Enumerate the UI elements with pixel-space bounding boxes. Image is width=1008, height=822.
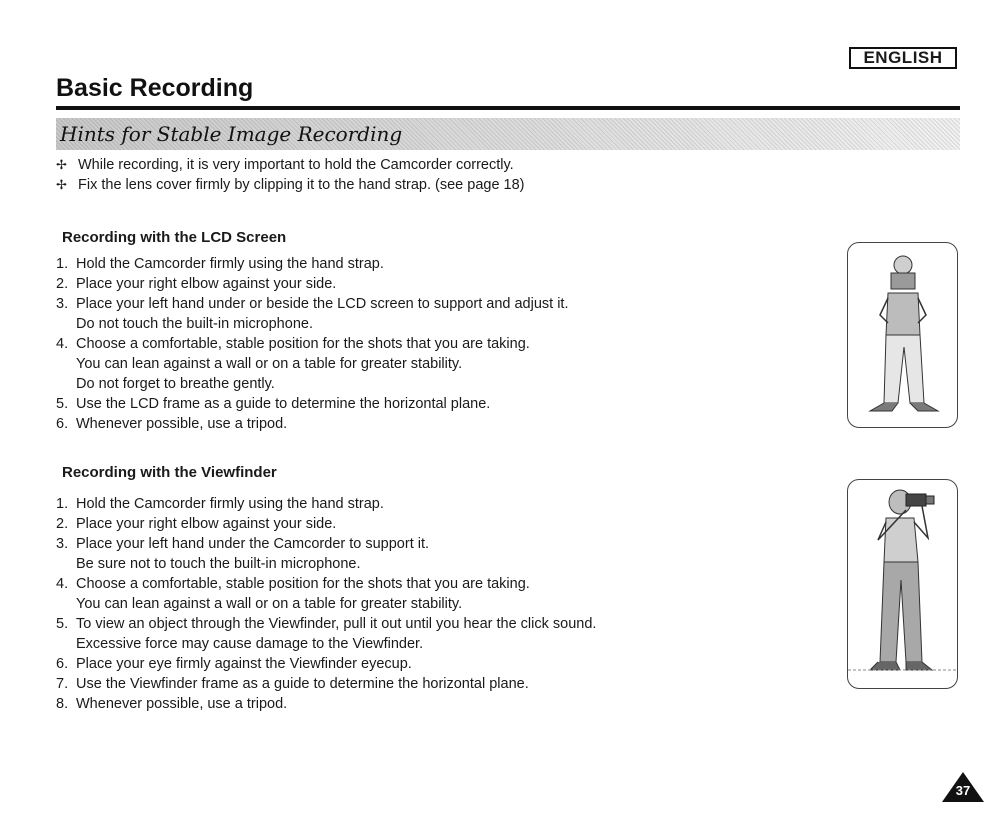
- step-item: [56, 674, 816, 694]
- step-text: Choose a comfortable, stable position for the shots that you are taking.: [76, 336, 530, 352]
- step-number: 1.: [56, 256, 69, 272]
- step-item: [56, 254, 816, 274]
- step-text: Place your right elbow against your side.: [76, 516, 337, 532]
- hint-bullet-text: Fix the lens cover firmly by clipping it to the hand strap. (see page 18): [78, 177, 525, 193]
- page-number: 37: [955, 783, 971, 798]
- step-item: [56, 294, 816, 334]
- person-lcd-illustration: [848, 243, 958, 428]
- step-item: [56, 494, 816, 514]
- step-number: 5.: [56, 616, 69, 632]
- step-number: 4.: [56, 336, 69, 352]
- step-text: Use the Viewfinder frame as a guide to determine the horizontal plane.: [76, 676, 529, 692]
- page-number-badge: [940, 770, 986, 804]
- four-point-star-icon: ✢: [56, 177, 67, 192]
- step-number: 5.: [56, 396, 69, 412]
- step-item: [56, 614, 816, 654]
- step-item: [56, 514, 816, 534]
- step-number: 2.: [56, 516, 69, 532]
- step-number: 3.: [56, 536, 69, 552]
- hints-title: Hints for Stable Image Recording: [60, 122, 403, 146]
- step-item: [56, 694, 816, 714]
- four-point-star-icon: ✢: [56, 157, 67, 172]
- step-text: Choose a comfortable, stable position for the shots that you are taking.: [76, 576, 530, 592]
- step-item: [56, 274, 816, 294]
- step-text: Do not forget to breathe gently.: [76, 376, 275, 392]
- step-text: Place your left hand under the Camcorder to support it.: [76, 536, 430, 552]
- step-text: Whenever possible, use a tripod.: [76, 696, 288, 712]
- viewfinder-section-heading: Recording with the Viewfinder: [62, 464, 277, 481]
- step-number: 4.: [56, 576, 69, 592]
- hints-bullet-list: [56, 155, 756, 195]
- lcd-section-heading: Recording with the LCD Screen: [62, 229, 287, 246]
- step-text: Use the LCD frame as a guide to determine the horizontal plane.: [76, 396, 491, 412]
- step-text: Be sure not to touch the built-in microphone.: [76, 556, 361, 572]
- lcd-figure: [847, 242, 958, 428]
- step-item: [56, 534, 816, 574]
- step-text: You can lean against a wall or on a table for greater stability.: [76, 596, 463, 612]
- step-item: [56, 334, 816, 394]
- step-number: 8.: [56, 696, 69, 712]
- step-text: To view an object through the Viewfinder, pull it out until you hear the click sound.: [76, 616, 597, 632]
- step-item: [56, 414, 816, 434]
- hints-banner: [56, 118, 960, 150]
- step-number: 3.: [56, 296, 69, 312]
- step-text: Place your left hand under or beside the LCD screen to support and adjust it.: [76, 296, 569, 312]
- step-item: [56, 574, 816, 614]
- hint-bullet-text: While recording, it is very important to hold the Camcorder correctly.: [78, 157, 514, 173]
- hint-bullet: [56, 175, 756, 195]
- title-rule: [56, 106, 960, 110]
- step-text: Whenever possible, use a tripod.: [76, 416, 288, 432]
- step-number: 7.: [56, 676, 69, 692]
- hint-bullet: [56, 155, 756, 175]
- page-title: Basic Recording: [56, 74, 254, 102]
- step-text: Hold the Camcorder firmly using the hand strap.: [76, 496, 384, 512]
- step-number: 1.: [56, 496, 69, 512]
- person-viewfinder-illustration: [848, 480, 958, 689]
- step-text: Place your right elbow against your side.: [76, 276, 337, 292]
- step-number: 6.: [56, 656, 69, 672]
- step-text: Hold the Camcorder firmly using the hand strap.: [76, 256, 384, 272]
- language-badge: ENGLISH: [849, 47, 957, 69]
- step-text: You can lean against a wall or on a table for greater stability.: [76, 356, 463, 372]
- step-number: 6.: [56, 416, 69, 432]
- step-text: Do not touch the built-in microphone.: [76, 316, 313, 332]
- viewfinder-figure: [847, 479, 958, 689]
- step-item: [56, 654, 816, 674]
- step-text: Place your eye firmly against the Viewfinder eyecup.: [76, 656, 412, 672]
- step-number: 2.: [56, 276, 69, 292]
- viewfinder-steps-list: [56, 494, 816, 714]
- step-item: [56, 394, 816, 414]
- step-text: Excessive force may cause damage to the Viewfinder.: [76, 636, 424, 652]
- lcd-steps-list: [56, 254, 816, 434]
